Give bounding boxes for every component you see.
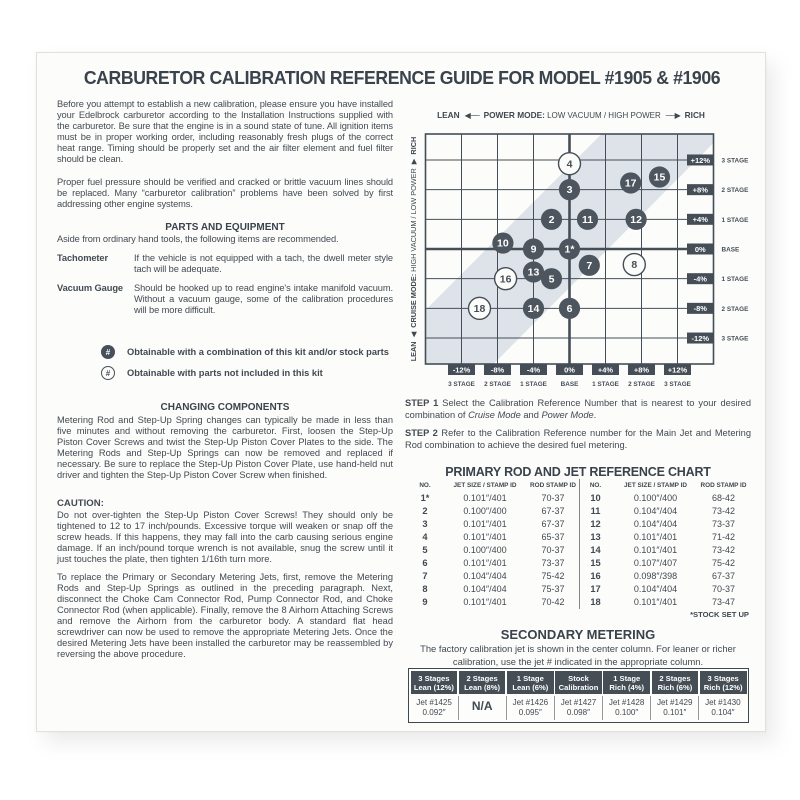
equipment-term: Vacuum Gauge — [57, 283, 123, 293]
step-2: STEP 2 Refer to the Calibration Reference number for the Main Jet and Metering Rod combination to achieve the desired fuel metering. — [405, 428, 751, 450]
caution-heading: CAUTION: — [57, 498, 104, 509]
secondary-table-header-row — [411, 671, 747, 695]
primary-table-right-half — [579, 479, 750, 609]
primary-table-header: NO. JET SIZE / STAMP ID ROD STAMP ID — [419, 482, 576, 489]
filled-circle-hash-icon: # — [101, 345, 115, 359]
y-tick-stage-label: 1 STAGE — [721, 276, 749, 284]
stock-setup-footnote: *STOCK SET UP — [690, 610, 749, 619]
changing-components-paragraph: Metering Rod and Step-Up Spring changes can typically be made in less than five minutes and without removing the carburetor. First, loosen the Step-Up Piston Cover Screws and twist the Step-Up Piston Cover Plates to the side. The Metering Rods and Step-Up Springs can now be removed and replaced if necessary. Be sure to replace the Step-Up Piston Cover Plate, use hand-held nut driver and tighten the Step-Up Piston Cover Screw when finished. — [57, 415, 393, 480]
secondary-metering-title: SECONDARY METERING — [500, 627, 656, 642]
primary-table-row: 16 0.098″/398 67-37 — [590, 571, 736, 581]
calibration-point-label: 15 — [653, 171, 666, 184]
calibration-point-label: 12 — [630, 213, 642, 226]
secondary-header-cell: 1 Stage Rich (4%) — [603, 671, 650, 695]
secondary-metering-table — [408, 668, 749, 723]
secondary-header-cell: 2 Stages Lean (8%) — [459, 671, 506, 695]
calibration-point-label: 4 — [566, 158, 573, 171]
primary-table-row: 11 0.104″/404 73-42 — [590, 506, 736, 516]
y-tick-stage-label: 2 STAGE — [721, 305, 749, 313]
jet-replacement-paragraph: To replace the Primary or Secondary Metering Jets, first, remove the Metering Rods and Step-Up Springs as outlined in the preceding paragraph. Next, disconnect the Choke Cam Connector Rod, Pump Connector Rod, and Choke Connector Rod (when applicable). Finally, remove the 8 Airhorn Attaching Screws and remove the Airhorn from the carburetor body. A standard flat head screwdriver can now be used to remove the appropriate Metering Jets. Once the desired Metering Jets have been installed the carburetor may be reassembled by reversing the above procedure. — [57, 572, 393, 659]
y-tick-stage-label: 1 STAGE — [721, 216, 749, 224]
primary-table-row: 7 0.104″/404 75-42 — [422, 571, 565, 581]
parts-intro: Aside from ordinary hand tools, the following items are recommended. — [57, 234, 339, 244]
arrow-up-icon: ▶ — [409, 158, 418, 165]
calibration-reference-chart — [424, 132, 758, 394]
changing-components-section — [57, 402, 393, 481]
axis-lean-label: LEAN — [437, 110, 460, 120]
calibration-point-label: 3 — [566, 184, 573, 197]
secondary-table-values-row — [411, 696, 747, 721]
calibration-point-label: 17 — [624, 177, 637, 190]
primary-table-left-half — [409, 479, 579, 609]
primary-table-row: 12 0.104″/404 73-37 — [590, 519, 736, 529]
arrow-right-icon: ──▶ — [665, 110, 680, 120]
y-tick-percent-label: +8% — [692, 185, 708, 195]
legend-row-kit-parts — [101, 345, 393, 359]
primary-table-row: 14 0.101″/401 73-42 — [590, 545, 736, 555]
changing-components-heading: CHANGING COMPONENTS — [160, 402, 290, 413]
secondary-header-cell: 3 Stages Rich (12%) — [700, 671, 747, 695]
calibration-point-label: 14 — [527, 302, 540, 315]
y-tick-percent-label: -8% — [693, 304, 707, 314]
secondary-value-cell: Jet #1429 0.101″ — [650, 696, 698, 721]
primary-table-row: 13 0.101″/401 71-42 — [590, 532, 736, 542]
axis-rich-label: RICH — [684, 110, 705, 120]
equipment-desc: Should be hooked up to read engine's intake manifold vacuum. Without a vacuum gauge, some of the calibration procedures will be more difficult. — [134, 283, 393, 315]
calibration-point-label: 10 — [497, 237, 509, 250]
secondary-value-cell: N/A — [458, 696, 506, 721]
secondary-header-cell: 3 Stages Lean (12%) — [411, 671, 458, 695]
primary-table-row: 17 0.104″/404 70-37 — [590, 584, 736, 594]
y-tick-stage-label: 3 STAGE — [721, 335, 749, 343]
x-tick-percent-label: +12% — [667, 365, 688, 375]
calibration-point-label: 11 — [581, 213, 594, 226]
caution-section — [57, 498, 393, 565]
secondary-value-cell: Jet #1428 0.100″ — [602, 696, 650, 721]
y-tick-percent-label: -4% — [693, 274, 707, 284]
primary-table-row: 18 0.101″/401 73-47 — [590, 597, 736, 607]
equipment-row-tachometer — [57, 253, 393, 275]
page-title: CARBURETOR CALIBRATION REFERENCE GUIDE FOR MODEL #1905 & #1906 — [83, 68, 721, 88]
primary-table-row: 1* 0.101″/401 70-37 — [420, 493, 565, 503]
primary-table-row: 4 0.101″/401 65-37 — [422, 532, 565, 542]
equipment-desc: If the vehicle is not equipped with a tach, the dwell meter style tach will be adequate. — [134, 253, 393, 274]
caution-paragraph: Do not over-tighten the Step-Up Piston Cover Screws! They should only be tightened to 12 to 17 inch/pounds. Excessive torque will weaken or snap off the screw heads. If this happens, they may fall into the carb causing serious engine damage. If an inch/pound torque wrench is not available, snug the screw until it just touches the plate, then tighten 1/16th turn more. — [57, 510, 393, 564]
primary-table-row: 9 0.101″/401 70-42 — [422, 597, 565, 607]
steps-section — [405, 398, 751, 458]
x-tick-percent-label: -12% — [452, 365, 471, 375]
axis-lean-label: LEAN — [409, 341, 418, 362]
legend-text: Obtainable with parts not included in this kit — [127, 367, 323, 378]
arrow-left-icon: ◀── — [464, 110, 479, 120]
secondary-header-cell: Stock Calibration — [555, 671, 602, 695]
calibration-point-label: 7 — [586, 259, 593, 272]
symbol-legend — [101, 345, 393, 387]
parts-equipment-heading: PARTS AND EQUIPMENT — [165, 222, 285, 233]
calibration-point-label: 1* — [564, 243, 575, 256]
axis-rich-label: RICH — [409, 136, 418, 155]
calibration-point-label: 6 — [566, 302, 573, 315]
power-mode-axis-label — [426, 110, 716, 120]
y-tick-percent-label: +12% — [690, 155, 711, 165]
secondary-value-cell: Jet #1425 0.092″ — [416, 698, 452, 717]
x-tick-percent-label: +8% — [633, 365, 650, 375]
x-tick-percent-label: -8% — [490, 365, 505, 375]
x-tick-percent-label: -4% — [526, 365, 541, 375]
calibration-point-label: 16 — [499, 273, 512, 286]
secondary-header-cell: 2 Stages Rich (6%) — [652, 671, 699, 695]
calibration-point-label: 18 — [473, 302, 486, 315]
left-column — [57, 99, 393, 316]
legend-text: Obtainable with a combination of this kit and/or stock parts — [127, 346, 389, 357]
primary-table-row: 10 0.100″/400 68-42 — [590, 493, 736, 503]
primary-table-header: NO. JET SIZE / STAMP ID ROD STAMP ID — [589, 482, 747, 489]
equipment-row-vacuum-gauge — [57, 283, 393, 316]
primary-table-row: 5 0.100″/400 70-37 — [422, 545, 565, 555]
x-tick-stage-label: BASE — [560, 381, 579, 388]
x-tick-stage-label: 1 STAGE — [520, 381, 547, 388]
intro-paragraph-2: Proper fuel pressure should be verified and cracked or brittle vacuum lines should be replaced. Many “carburetor calibration” problems have been solved by first addressing other engine systems. — [57, 177, 393, 209]
x-tick-stage-label: 2 STAGE — [484, 381, 511, 388]
step-1: STEP 1 Select the Calibration Reference Number that is nearest to your desired combination of Cruise Mode and Power Mode. — [405, 398, 752, 420]
x-tick-stage-label: 3 STAGE — [664, 381, 691, 388]
secondary-value-cell: Jet #1426 0.095″ — [506, 696, 554, 721]
calibration-point-label: 9 — [530, 243, 537, 256]
primary-table-row: 6 0.101″/401 73-37 — [422, 558, 565, 568]
secondary-header-cell: 1 Stage Lean (6%) — [507, 671, 554, 695]
x-tick-stage-label: 1 STAGE — [592, 381, 619, 388]
calibration-point-label: 13 — [527, 266, 540, 279]
primary-table-row: 15 0.107″/407 75-42 — [590, 558, 736, 568]
calibration-point-label: 8 — [631, 259, 638, 272]
axis-title: POWER MODE: LOW VACUUM / HIGH POWER — [483, 110, 661, 120]
secondary-value-cell: Jet #1430 0.104″ — [698, 696, 746, 721]
cruise-mode-axis-label — [407, 134, 420, 364]
x-tick-percent-label: +4% — [597, 365, 614, 375]
x-tick-percent-label: 0% — [564, 365, 575, 375]
arrow-down-icon: ◀ — [409, 331, 418, 338]
primary-table-row: 3 0.101″/401 67-37 — [422, 519, 565, 529]
legend-row-not-included — [101, 366, 393, 380]
x-tick-stage-label: 2 STAGE — [628, 381, 655, 388]
x-tick-stage-label: 3 STAGE — [448, 381, 475, 388]
primary-rod-jet-table — [409, 479, 749, 609]
calibration-point-label: 2 — [548, 213, 555, 226]
axis-title: CRUISE MODE: HIGH VACUUM / LOW POWER — [409, 168, 418, 328]
intro-paragraph-1: Before you attempt to establish a new calibration, please ensure you have installed your Edelbrock carburetor according to the Installation Instructions supplied with the carburetor. Be sure that the engine is in a sound state of tune. All ignition items must be in proper working order, including reasonably fresh plugs of the correct heat range. Timing should be properly set and the air filter element and fuel filter should be clean. — [57, 99, 393, 164]
y-tick-percent-label: -12% — [691, 333, 710, 343]
primary-table-title: PRIMARY ROD AND JET REFERENCE CHART — [445, 465, 711, 479]
primary-table-row: 2 0.100″/400 67-37 — [422, 506, 565, 516]
y-tick-percent-label: 0% — [694, 244, 706, 254]
calibration-point-label: 5 — [548, 273, 555, 286]
y-tick-stage-label: 2 STAGE — [721, 187, 749, 195]
equipment-term: Tachometer — [57, 253, 109, 263]
instruction-sheet — [36, 52, 766, 732]
y-tick-percent-label: +4% — [692, 215, 708, 225]
primary-table-row: 8 0.104″/404 75-37 — [422, 584, 565, 594]
y-tick-stage-label: BASE — [721, 246, 740, 254]
open-circle-hash-icon: # — [101, 366, 115, 380]
secondary-value-cell: Jet #1427 0.098″ — [554, 696, 602, 721]
secondary-metering-intro: The factory calibration jet is shown in the center column. For leaner or richer calibration, use the jet # indicated in the appropriate column. — [420, 643, 736, 667]
y-tick-stage-label: 3 STAGE — [721, 157, 749, 165]
